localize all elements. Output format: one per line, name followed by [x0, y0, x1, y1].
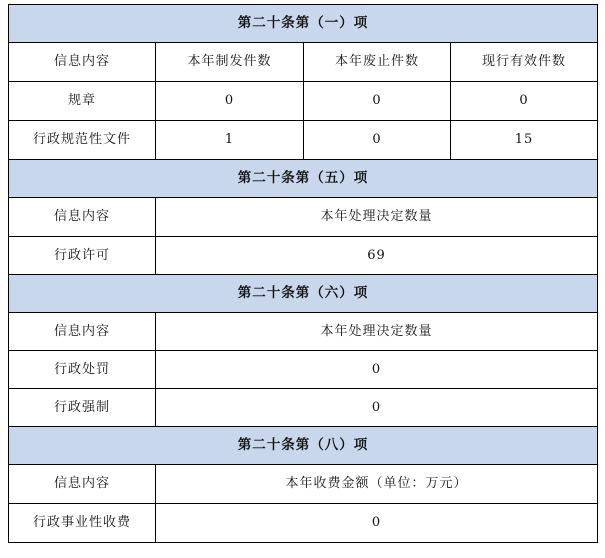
- table-row: [9, 351, 598, 389]
- row-label: 行政强制: [9, 389, 156, 427]
- column-header: 本年处理决定数量: [156, 313, 598, 351]
- table-cell: 0: [451, 82, 598, 121]
- column-header: 本年废止件数: [304, 43, 451, 82]
- table-row: [9, 237, 598, 275]
- table-cell: 1: [156, 121, 304, 160]
- row-label: 规章: [9, 82, 156, 121]
- column-header: 信息内容: [9, 313, 156, 351]
- row-label: 行政处罚: [9, 351, 156, 389]
- section-header-row: [9, 427, 598, 465]
- row-label: 行政事业性收费: [9, 504, 156, 543]
- section-header-row: [9, 5, 598, 43]
- column-header-row: [9, 465, 598, 504]
- column-header: 本年收费金额（单位：万元）: [156, 465, 598, 504]
- table-cell: 0: [156, 82, 304, 121]
- row-label: 行政许可: [9, 237, 156, 275]
- table-cell: 69: [156, 237, 598, 275]
- section-header-row: [9, 275, 598, 313]
- table-cell: 0: [156, 351, 598, 389]
- column-header: 本年制发件数: [156, 43, 304, 82]
- column-header: 信息内容: [9, 198, 156, 237]
- section-title: 第二十条第（六）项: [9, 275, 598, 313]
- column-header-row: [9, 198, 598, 237]
- section-title: 第二十条第（八）项: [9, 427, 598, 465]
- column-header-row: [9, 43, 598, 82]
- table-row: [9, 121, 598, 160]
- table-cell: 0: [156, 504, 598, 543]
- column-header: 本年处理决定数量: [156, 198, 598, 237]
- column-header: 现行有效件数: [451, 43, 598, 82]
- table-cell: 0: [304, 82, 451, 121]
- section-title: 第二十条第（一）项: [9, 5, 598, 43]
- table-row: [9, 82, 598, 121]
- table-cell: 15: [451, 121, 598, 160]
- disclosure-table: [8, 4, 598, 543]
- table-row: [9, 389, 598, 427]
- section-title: 第二十条第（五）项: [9, 160, 598, 198]
- column-header: 信息内容: [9, 43, 156, 82]
- table-row: [9, 504, 598, 543]
- table-cell: 0: [304, 121, 451, 160]
- section-header-row: [9, 160, 598, 198]
- column-header-row: [9, 313, 598, 351]
- table-cell: 0: [156, 389, 598, 427]
- row-label: 行政规范性文件: [9, 121, 156, 160]
- column-header: 信息内容: [9, 465, 156, 504]
